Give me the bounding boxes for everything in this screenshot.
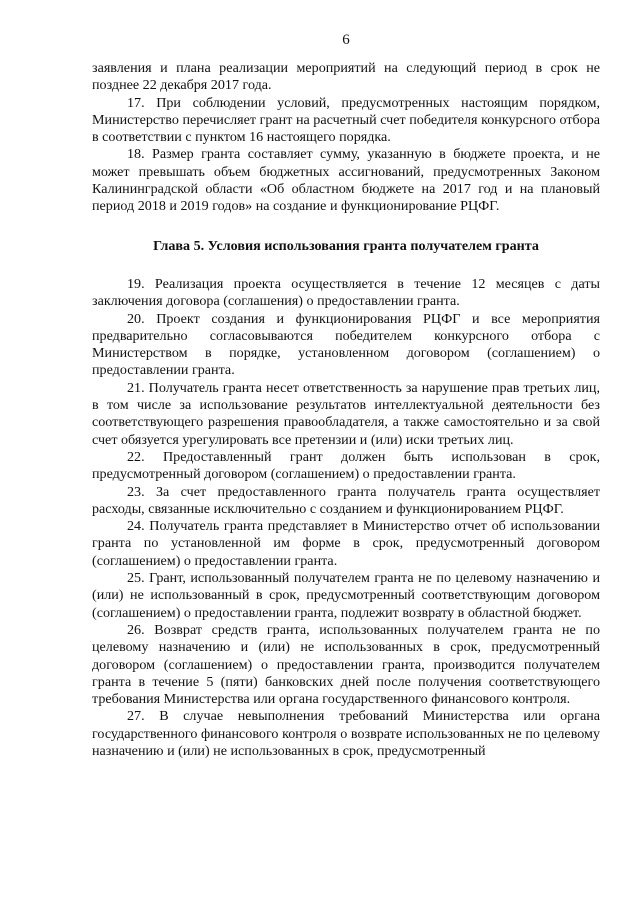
paragraph-27: 27. В случае невыполнения требований Министерства или органа государственного финансового контроля о возврате использованных не по целевому назначению и (или) не использованных в срок, предусмотренный <box>92 708 600 759</box>
paragraph-22: 22. Предоставленный грант должен быть использован в срок, предусмотренный договором (соглашением) о предоставлении гранта. <box>92 448 600 483</box>
document-body <box>92 60 600 760</box>
paragraph-25: 25. Грант, использованный получателем гранта не по целевому назначению и (или) не использованный в срок, предусмотренный соответствующим договором (соглашением) о предоставлении гранта, подлежит возврату в областной бюджет. <box>92 570 600 621</box>
document-page <box>92 0 600 905</box>
paragraph-17: 17. При соблюдении условий, предусмотренных настоящим порядком, Министерство перечисляет грант на расчетный счет победителя конкурсного отбора в соответствии с пунктом 16 настоящего порядка. <box>92 94 600 146</box>
paragraph-18: 18. Размер гранта составляет сумму, указанную в бюджете проекта, и не может превышать объем бюджетных ассигнований, предусмотренных Законом Калининградской области «Об областном бюджете на 2017 год и на плановый период 2018 и 2019 годов» на создание и функционирование РЦФГ. <box>92 146 600 215</box>
paragraph-26: 26. Возврат средств гранта, использованных получателем гранта не по целевому назначению и (или) не использованных в срок, предусмотренный договором (соглашением) о предоставлении гранта, производится получателем гранта в течение 5 (пяти) банковских дней после получения соответствующего требования Министерства или органа государственного финансового контроля. <box>92 621 600 708</box>
paragraph-20: 20. Проект создания и функционирования РЦФГ и все мероприятия предварительно согласовываются победителем конкурсного отбора с Министерством в порядке, установленном договором (соглашением) о предоставлении гранта. <box>92 310 600 379</box>
paragraph-23: 23. За счет предоставленного гранта получатель гранта осуществляет расходы, связанные исключительно с созданием и функционированием РЦФГ. <box>92 483 600 517</box>
chapter-title: Глава 5. Условия использования гранта получателем гранта <box>153 237 539 254</box>
page-number: 6 <box>342 32 350 48</box>
paragraph-21: 21. Получатель гранта несет ответственность за нарушение прав третьих лиц, в том числе за использование результатов интеллектуальной деятельности без соответствующего разрешения правообладателя, а также самостоятельно и за свой счет обязуется урегулировать все претензии и (или) иски третьих лиц. <box>92 379 600 448</box>
paragraph-24: 24. Получатель гранта представляет в Министерство отчет об использовании гранта по установленной им форме в срок, предусмотренный договором (соглашением) о предоставлении гранта. <box>92 518 600 569</box>
paragraph-19: 19. Реализация проекта осуществляется в течение 12 месяцев с даты заключения договора (соглашения) о предоставлении гранта. <box>92 275 600 310</box>
paragraph-continuation: заявления и плана реализации мероприятий на следующий период в срок не позднее 22 декабря 2017 года. <box>92 60 600 94</box>
